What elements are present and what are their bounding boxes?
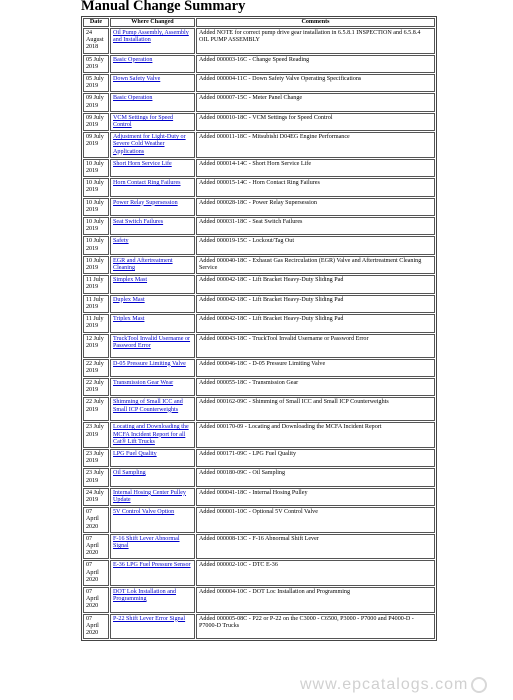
- row-date: 11 July 2019: [83, 275, 109, 293]
- row-comment: Added 000004-10C - DOT Loc Installation and Programming: [196, 587, 435, 613]
- row-comment: Added 000043-18C - TruckTool Invalid Username or Password Error: [196, 334, 435, 358]
- where-changed-link[interactable]: LPG Fuel Quality: [113, 450, 157, 457]
- row-comment: Added 000002-10C - DTC E-36: [196, 560, 435, 586]
- where-changed-link[interactable]: Basic Operation: [113, 95, 153, 102]
- row-comment: Added NOTE for correct pump drive gear installation in 6.5.8.1 INSPECTION and 6.5.8.4 OIL PUMP ASSEMBLY: [196, 28, 435, 54]
- table-row: [83, 587, 435, 613]
- table-row: [83, 93, 435, 111]
- row-comment: Added 000014-14C - Short Horn Service Life: [196, 159, 435, 177]
- row-comment: Added 000015-14C - Horn Contact Ring Failures: [196, 178, 435, 196]
- row-where-changed: [110, 560, 195, 586]
- row-where-changed: [110, 614, 195, 640]
- where-changed-link[interactable]: TruckTool Invalid Username or Password Error: [113, 335, 191, 349]
- row-date: 10 July 2019: [83, 159, 109, 177]
- table-row: [83, 468, 435, 486]
- where-changed-link[interactable]: Oil Pump Assembly, Assembly and Installation: [113, 30, 189, 44]
- header-comments: Comments: [196, 18, 435, 27]
- table-row: [83, 614, 435, 640]
- table-row: [83, 74, 435, 92]
- where-changed-link[interactable]: Shimming of Small ICC and Small ICP Counterweights: [113, 399, 183, 413]
- row-comment: Added 000055-18C - Transmission Gear: [196, 378, 435, 396]
- row-date: 10 July 2019: [83, 236, 109, 254]
- row-date: 09 July 2019: [83, 132, 109, 158]
- row-comment: Added 000162-09C - Shimming of Small ICC and Small ICP Counterweights: [196, 397, 435, 421]
- table-row: [83, 560, 435, 586]
- row-where-changed: [110, 449, 195, 467]
- table-row: [83, 159, 435, 177]
- row-where-changed: [110, 295, 195, 313]
- where-changed-link[interactable]: Down Safety Valve: [113, 76, 161, 83]
- row-date: 10 July 2019: [83, 198, 109, 216]
- table-row: [83, 378, 435, 396]
- watermark: [300, 676, 487, 694]
- row-date: 22 July 2019: [83, 359, 109, 377]
- row-comment: Added 000042-18C - Lift Bracket Heavy-Duty Sliding Pad: [196, 275, 435, 293]
- watermark-text: www.epcatalogs.com: [300, 676, 469, 693]
- row-date: 07 April 2020: [83, 560, 109, 586]
- row-date: 22 July 2019: [83, 397, 109, 421]
- row-where-changed: [110, 507, 195, 533]
- table-row: [83, 28, 435, 54]
- row-where-changed: [110, 587, 195, 613]
- row-date: 07 April 2020: [83, 614, 109, 640]
- table-row: [83, 422, 435, 448]
- where-changed-link[interactable]: Basic Operation: [113, 56, 153, 63]
- row-where-changed: [110, 275, 195, 293]
- where-changed-link[interactable]: Transmission Gear Wear: [113, 379, 174, 386]
- row-where-changed: [110, 236, 195, 254]
- row-where-changed: [110, 256, 195, 274]
- row-where-changed: [110, 93, 195, 111]
- row-comment: Added 000031-18C - Seat Switch Failures: [196, 217, 435, 235]
- row-date: 09 July 2019: [83, 93, 109, 111]
- row-date: 10 July 2019: [83, 217, 109, 235]
- row-comment: Added 000008-13C - F-16 Abnormal Shift Lever: [196, 534, 435, 560]
- where-changed-link[interactable]: Internal Hosing Center Pulley Update: [113, 489, 186, 503]
- row-where-changed: [110, 314, 195, 332]
- row-where-changed: [110, 488, 195, 506]
- row-date: 07 April 2020: [83, 507, 109, 533]
- row-where-changed: [110, 74, 195, 92]
- where-changed-link[interactable]: Seat Switch Failures: [113, 219, 164, 226]
- row-where-changed: [110, 113, 195, 131]
- row-date: 11 July 2019: [83, 314, 109, 332]
- where-changed-link[interactable]: VCM Settings for Speed Control: [113, 114, 174, 129]
- row-comment: Added 000042-18C - Lift Bracket Heavy-Duty Sliding Pad: [196, 314, 435, 332]
- row-where-changed: [110, 422, 195, 448]
- where-changed-link[interactable]: Triplex Mast: [113, 316, 145, 323]
- row-date: 10 July 2019: [83, 178, 109, 196]
- where-changed-link[interactable]: Oil Sampling: [113, 470, 146, 477]
- row-date: 23 July 2019: [83, 422, 109, 448]
- row-date: 09 July 2019: [83, 113, 109, 131]
- row-where-changed: [110, 55, 195, 73]
- where-changed-link[interactable]: Horn Contact Ring Failures: [113, 180, 181, 187]
- table-row: [83, 295, 435, 313]
- row-date: 07 April 2020: [83, 534, 109, 560]
- where-changed-link[interactable]: D-05 Pressure Limiting Valve: [113, 360, 186, 367]
- where-changed-link[interactable]: Simplex Mast: [113, 277, 148, 284]
- row-date: 05 July 2019: [83, 55, 109, 73]
- table-row: [83, 217, 435, 235]
- row-where-changed: [110, 178, 195, 196]
- row-date: 22 July 2019: [83, 378, 109, 396]
- watermark-logo-icon: [471, 677, 487, 693]
- table-header-row: [83, 18, 435, 27]
- row-where-changed: [110, 397, 195, 421]
- row-comment: Added 000042-18C - Lift Bracket Heavy-Duty Sliding Pad: [196, 295, 435, 313]
- row-date: 23 July 2019: [83, 449, 109, 467]
- row-comment: Added 000007-15C - Meter Panel Change: [196, 93, 435, 111]
- row-date: 24 July 2019: [83, 488, 109, 506]
- row-where-changed: [110, 28, 195, 54]
- row-date: 11 July 2019: [83, 295, 109, 313]
- row-comment: Added 000003-16C - Change Speed Reading: [196, 55, 435, 73]
- table-body: [83, 28, 435, 639]
- where-changed-link[interactable]: Short Horn Service Life: [113, 160, 172, 167]
- row-comment: Added 000028-18C - Power Relay Supersession: [196, 198, 435, 216]
- table-row: [83, 359, 435, 377]
- where-changed-link[interactable]: Power Relay Supersession: [113, 199, 178, 206]
- row-comment: Added 000001-10C - Optional 5V Control Valve: [196, 507, 435, 533]
- row-comment: Added 000040-18C - Exhaust Gas Recirculation (EGR) Valve and Aftertreatment Cleaning Service: [196, 256, 435, 274]
- where-changed-link[interactable]: Duplex Mast: [113, 296, 145, 303]
- row-date: 12 July 2019: [83, 334, 109, 358]
- row-comment: Added 000046-18C - D-05 Pressure Limiting Valve: [196, 359, 435, 377]
- table-row: [83, 488, 435, 506]
- table-row: [83, 334, 435, 358]
- row-date: 10 July 2019: [83, 256, 109, 274]
- row-comment: Added 000010-18C - VCM Settings for Speed Control: [196, 113, 435, 131]
- table-row: [83, 198, 435, 216]
- where-changed-link[interactable]: F-16 Shift Lever Abnormal Signal: [113, 535, 180, 549]
- header-where-changed: Where Changed: [110, 18, 195, 27]
- table-row: [83, 256, 435, 274]
- row-where-changed: [110, 534, 195, 560]
- where-changed-link[interactable]: EGR and Aftertreatment Cleaning: [113, 257, 173, 272]
- row-comment: Added 000019-15C - Lockout/Tag Out: [196, 236, 435, 254]
- where-changed-link[interactable]: DOT Lok Installation and Programming: [113, 588, 177, 603]
- row-comment: Added 000011-18C - Mitsubishi D04EG Engine Performance: [196, 132, 435, 158]
- where-changed-link[interactable]: 5V Control Valve Option: [113, 509, 175, 516]
- where-changed-link[interactable]: Adjustment for Light-Duty or Severe Cold Weather Applications: [113, 134, 186, 155]
- table-row: [83, 113, 435, 131]
- row-where-changed: [110, 378, 195, 396]
- table-row: [83, 507, 435, 533]
- row-comment: Added 000005-08C - P22 or P-22 on the C3000 - C6500, P3000 - P7000 and P4000-D - P7000-D Trucks: [196, 614, 435, 640]
- row-where-changed: [110, 359, 195, 377]
- row-date: 24 August 2018: [83, 28, 109, 54]
- row-where-changed: [110, 334, 195, 358]
- where-changed-link[interactable]: E-36 LPG Fuel Pressure Sensor: [113, 562, 191, 569]
- row-where-changed: [110, 217, 195, 235]
- table-row: [83, 236, 435, 254]
- row-date: 05 July 2019: [83, 74, 109, 92]
- where-changed-link[interactable]: P-22 Shift Lever Error Signal: [113, 615, 186, 622]
- table-row: [83, 275, 435, 293]
- row-where-changed: [110, 159, 195, 177]
- row-comment: Added 000171-09C - LPG Fuel Quality: [196, 449, 435, 467]
- table-row: [83, 397, 435, 421]
- row-comment: Added 000041-18C - Internal Hosing Pulley: [196, 488, 435, 506]
- header-date: Date: [83, 18, 109, 27]
- row-date: 07 April 2020: [83, 587, 109, 613]
- row-date: 23 July 2019: [83, 468, 109, 486]
- row-where-changed: [110, 468, 195, 486]
- table-row: [83, 55, 435, 73]
- row-where-changed: [110, 198, 195, 216]
- table-row: [83, 314, 435, 332]
- table-row: [83, 534, 435, 560]
- row-comment: Added 000004-11C - Down Safety Valve Operating Specifications: [196, 74, 435, 92]
- where-changed-link[interactable]: Safety: [113, 238, 129, 245]
- where-changed-link[interactable]: Locating and Downloading the MCFA Incident Report for all Cat® Lift Trucks: [113, 424, 189, 445]
- row-where-changed: [110, 132, 195, 158]
- change-summary-table: [81, 16, 437, 641]
- page-title: Manual Change Summary: [81, 0, 246, 14]
- row-comment: Added 000180-09C - Oil Sampling: [196, 468, 435, 486]
- table-row: [83, 132, 435, 158]
- row-comment: Added 000170-09 - Locating and Downloading the MCFA Incident Report: [196, 422, 435, 448]
- table-row: [83, 449, 435, 467]
- table-row: [83, 178, 435, 196]
